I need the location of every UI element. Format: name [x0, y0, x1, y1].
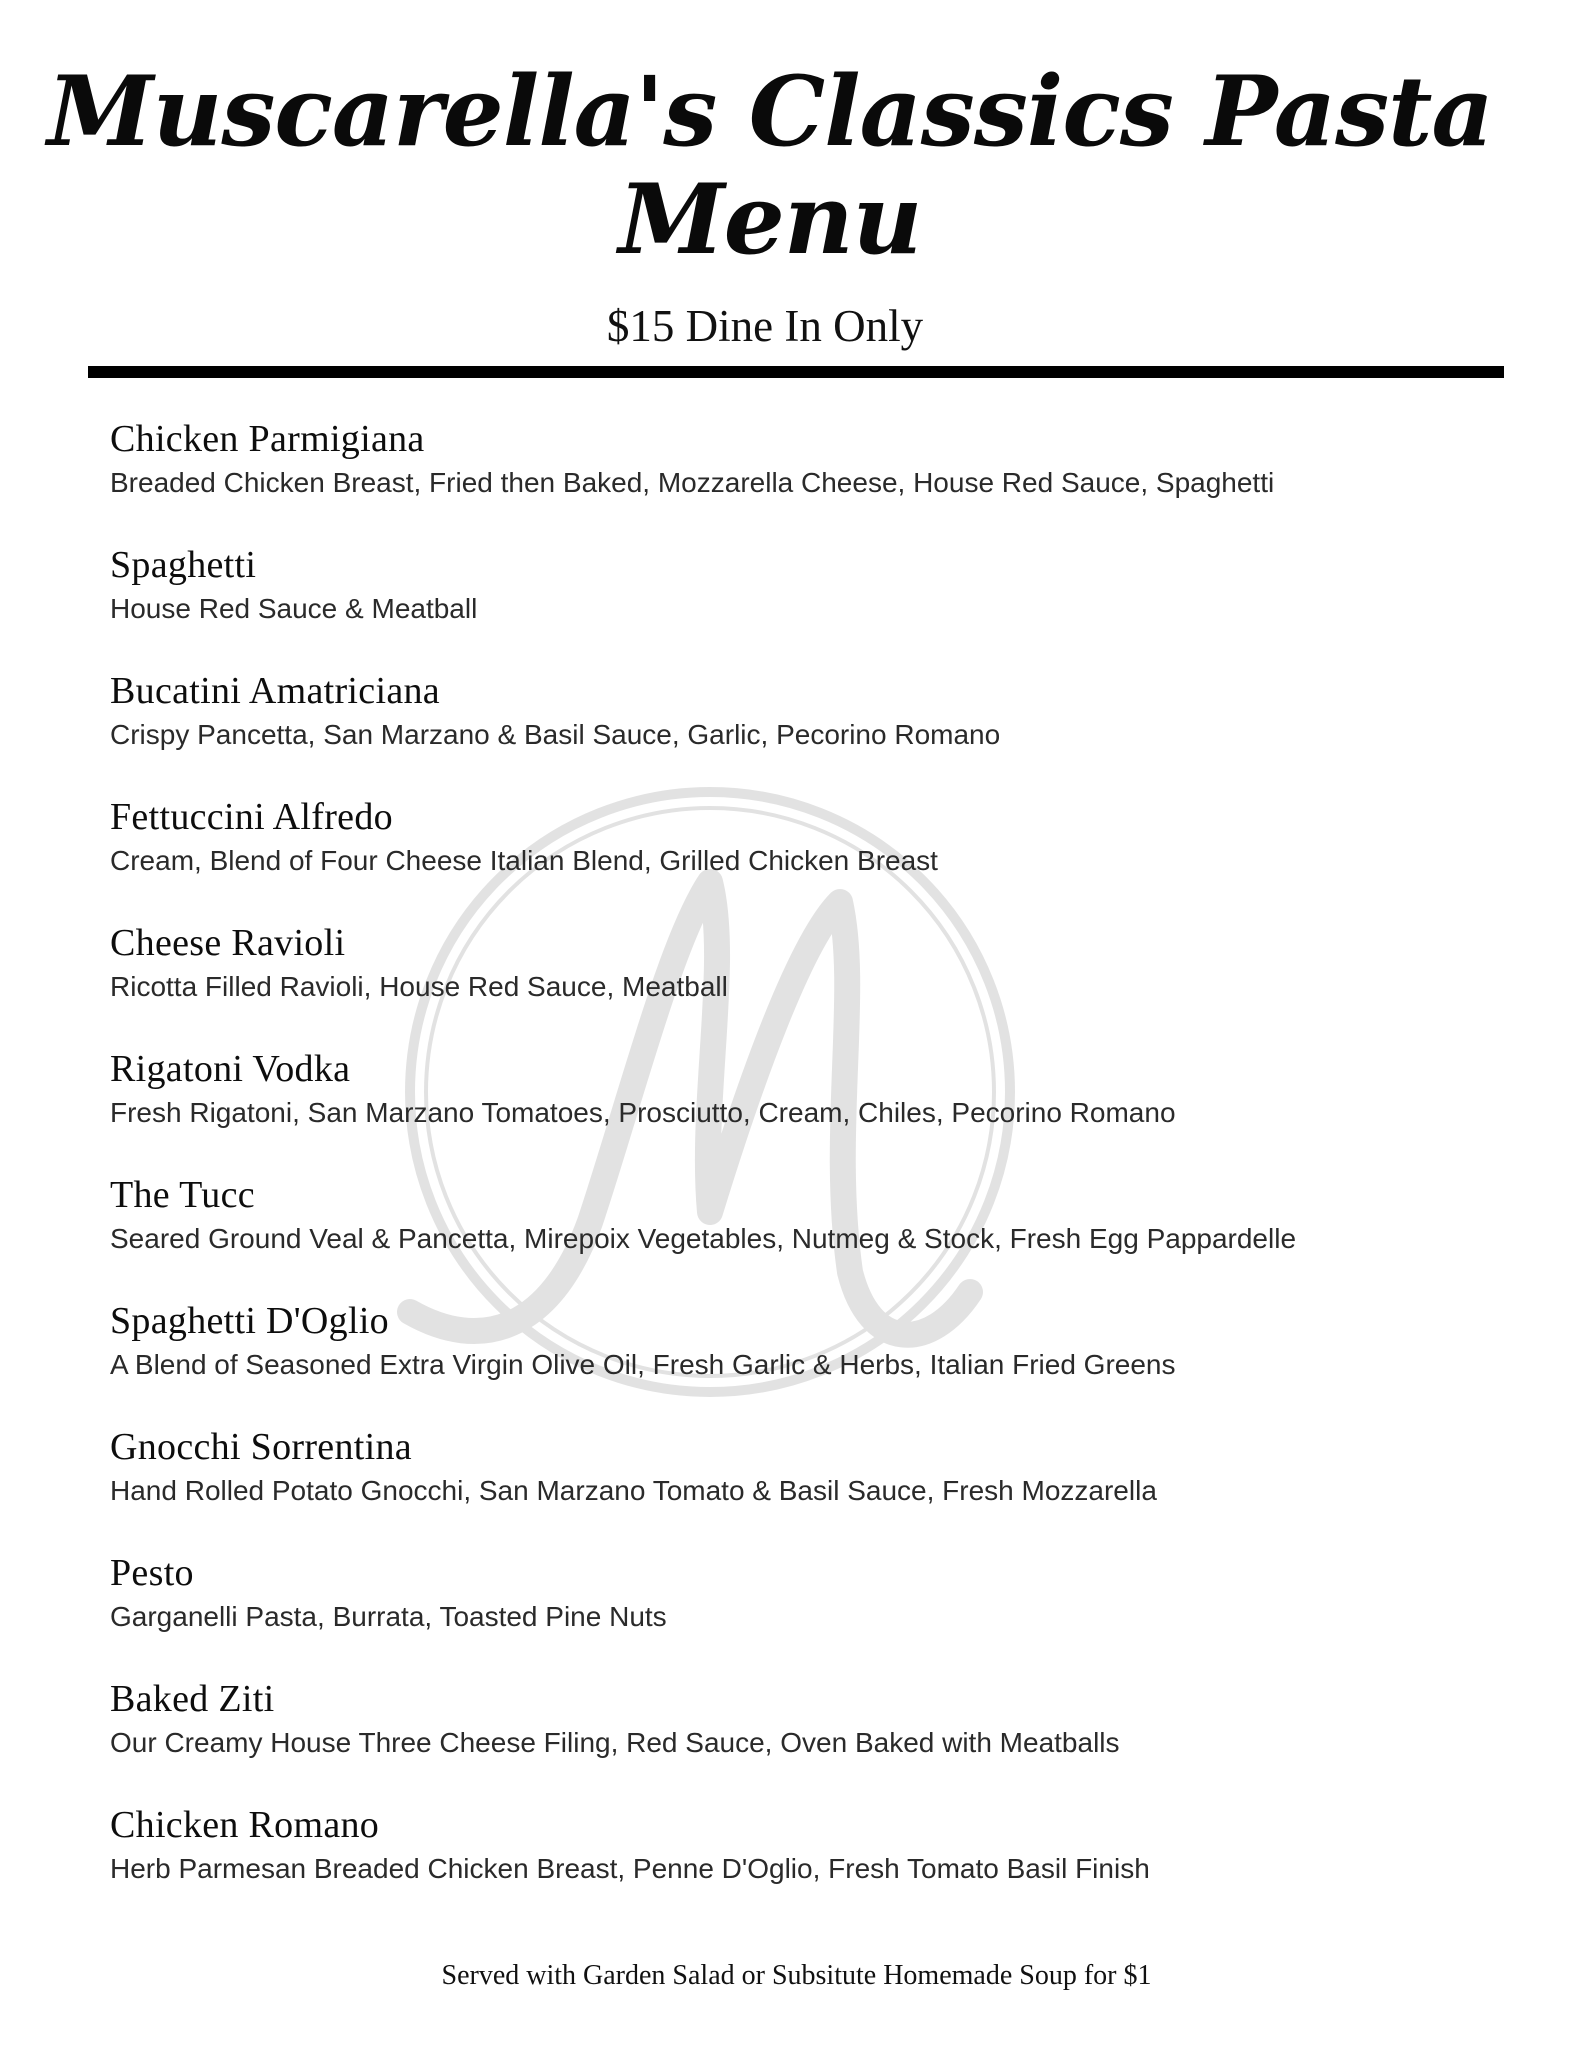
menu-item-name: Bucatini Amatriciana — [110, 670, 440, 712]
menu-item-description: Hand Rolled Potato Gnocchi, San Marzano Tomato & Basil Sauce, Fresh Mozzarella — [110, 1475, 1157, 1506]
menu-item — [110, 920, 1510, 1046]
page-title: Muscarella's Classics Pasta Menu — [47, 55, 1493, 276]
menu-item — [110, 416, 1510, 542]
menu-item-description: Our Creamy House Three Cheese Filing, Red Sauce, Oven Baked with Meatballs — [110, 1727, 1120, 1758]
menu-item-name: Fettuccini Alfredo — [110, 796, 393, 838]
menu-item-description: Seared Ground Veal & Pancetta, Mirepoix Vegetables, Nutmeg & Stock, Fresh Egg Pappardelle — [110, 1223, 1297, 1254]
menu-item-description: Ricotta Filled Ravioli, House Red Sauce, Meatball — [110, 971, 728, 1002]
menu-item — [110, 542, 1510, 668]
header-divider — [88, 366, 1504, 378]
menu-item-description: Breaded Chicken Breast, Fried then Baked, Mozzarella Cheese, House Red Sauce, Spaghetti — [110, 467, 1275, 498]
menu-item-name: Pesto — [110, 1552, 194, 1594]
menu-item-name: Rigatoni Vodka — [110, 1048, 351, 1090]
menu-item-name: Chicken Parmigiana — [110, 418, 425, 460]
menu-item-name: Cheese Ravioli — [110, 922, 346, 964]
price-subtitle: $15 Dine In Only — [606, 301, 924, 351]
footer-note: Served with Garden Salad or Subsitute Homemade Soup for $1 — [441, 1960, 1152, 1991]
menu-item — [110, 1424, 1510, 1550]
menu-item — [110, 1802, 1510, 1928]
menu-item-name: Spaghetti — [110, 544, 257, 586]
menu-item-description: Garganelli Pasta, Burrata, Toasted Pine Nuts — [110, 1601, 667, 1632]
menu-item-name: Gnocchi Sorrentina — [110, 1426, 412, 1468]
menu-item — [110, 1172, 1510, 1298]
menu-item — [110, 668, 1510, 794]
menu-item-description: House Red Sauce & Meatball — [110, 593, 478, 624]
menu-list — [110, 416, 1510, 1928]
menu-item-name: Chicken Romano — [110, 1804, 380, 1846]
menu-item-name: Spaghetti D'Oglio — [110, 1300, 389, 1342]
menu-item-description: A Blend of Seasoned Extra Virgin Olive Oil, Fresh Garlic & Herbs, Italian Fried Greens — [110, 1349, 1176, 1380]
menu-item-description: Herb Parmesan Breaded Chicken Breast, Penne D'Oglio, Fresh Tomato Basil Finish — [110, 1853, 1150, 1884]
menu-item — [110, 1046, 1510, 1172]
menu-item-name: Baked Ziti — [110, 1678, 275, 1720]
menu-item-description: Crispy Pancetta, San Marzano & Basil Sauce, Garlic, Pecorino Romano — [110, 719, 1001, 750]
menu-item-description: Cream, Blend of Four Cheese Italian Blend, Grilled Chicken Breast — [110, 845, 938, 876]
menu-item — [110, 1550, 1510, 1676]
menu-item-description: Fresh Rigatoni, San Marzano Tomatoes, Prosciutto, Cream, Chiles, Pecorino Romano — [110, 1097, 1176, 1128]
menu-item — [110, 1298, 1510, 1424]
menu-item — [110, 794, 1510, 920]
menu-item — [110, 1676, 1510, 1802]
menu-item-name: The Tucc — [110, 1174, 255, 1216]
